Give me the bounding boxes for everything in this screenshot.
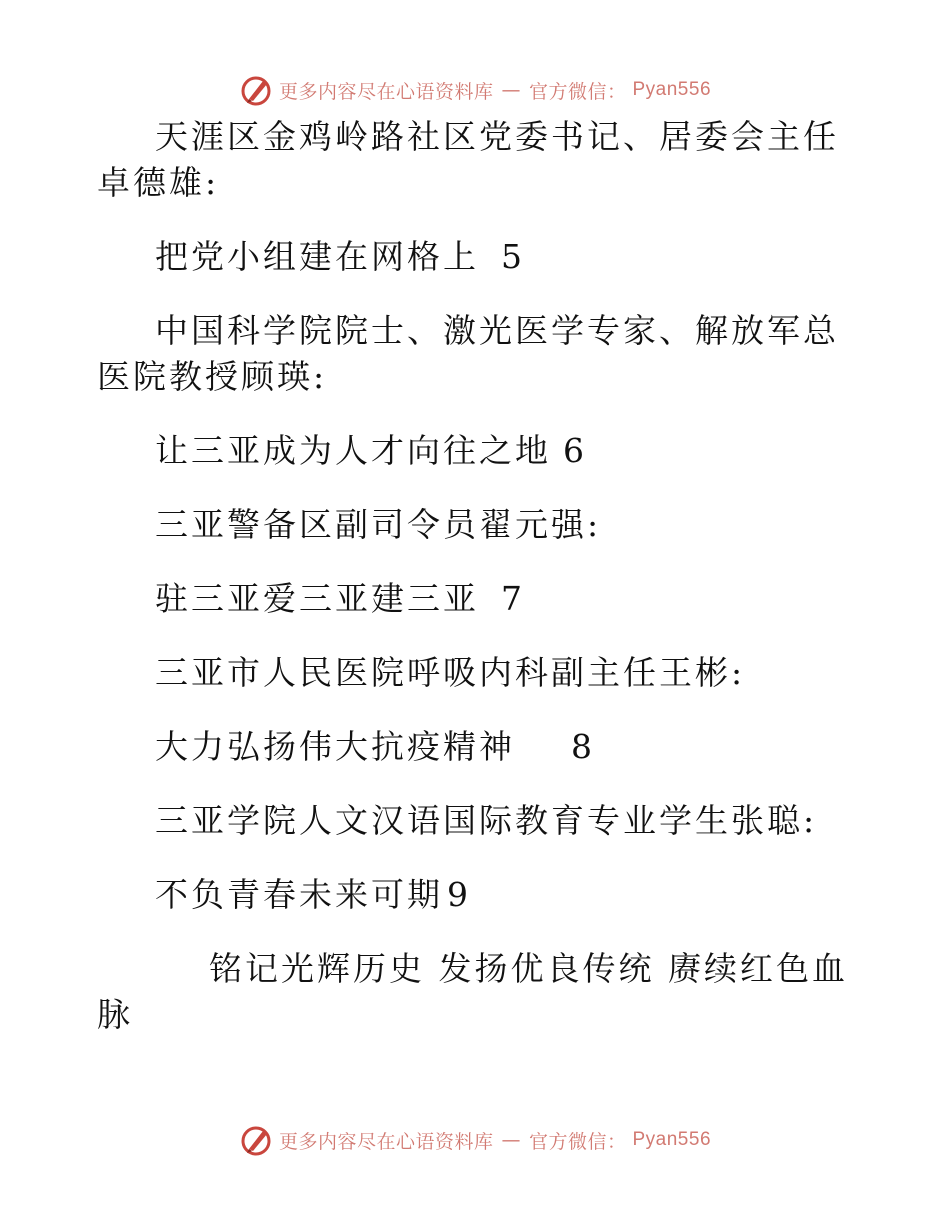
watermark-id: Pyan556 (632, 1129, 712, 1150)
section-heading: 铭记光辉历史 发扬优良传统 赓续红色血脉 (97, 949, 848, 1034)
watermark-text: 更多内容尽在心语资料库 (278, 80, 494, 103)
toc-entry-page: 6 (563, 431, 584, 470)
toc-entry-title: 大力弘扬伟大抗疫精神 (155, 727, 515, 766)
toc-entry-title: 把党小组建在网格上 (155, 237, 479, 276)
toc-entry-5 (155, 872, 857, 918)
watermark-header (0, 70, 950, 110)
watermark-label: 官方微信： (528, 80, 627, 103)
watermark-text: 更多内容尽在心语资料库 (278, 1130, 494, 1153)
toc-entry-page: 5 (501, 237, 522, 276)
watermark-separator: — (501, 79, 521, 101)
watermark-label: 官方微信： (528, 1130, 627, 1153)
toc-entry-title: 不负青春未来可期 (155, 875, 443, 914)
toc-entry-title: 驻三亚爱三亚建三亚 (155, 579, 479, 618)
watermark-separator: — (501, 1129, 521, 1151)
speaker-line-2: 中国科学院院士、激光医学专家、解放军总医院教授顾瑛: (97, 311, 839, 396)
pen-logo-icon (239, 1123, 273, 1157)
document-body (97, 114, 857, 1066)
watermark-footer (0, 1120, 950, 1160)
speaker-line-4: 三亚市人民医院呼吸内科副主任王彬: (155, 653, 746, 692)
toc-entry-2 (155, 428, 857, 474)
toc-entry-page: 9 (447, 875, 468, 914)
toc-entry-3 (155, 576, 857, 622)
speaker-line-3: 三亚警备区副司令员翟元强: (155, 505, 602, 544)
toc-entry-title: 让三亚成为人才向往之地 (155, 431, 551, 470)
pen-logo-icon (239, 73, 273, 107)
speaker-line-1: 天涯区金鸡岭路社区党委书记、居委会主任卓德雄: (97, 117, 839, 202)
toc-entry-1 (155, 234, 857, 280)
toc-entry-page: 8 (571, 727, 592, 766)
toc-entry-page: 7 (501, 579, 522, 618)
watermark-id: Pyan556 (632, 79, 712, 100)
speaker-line-5: 三亚学院人文汉语国际教育专业学生张聪: (155, 801, 818, 840)
toc-entry-4 (155, 724, 857, 770)
